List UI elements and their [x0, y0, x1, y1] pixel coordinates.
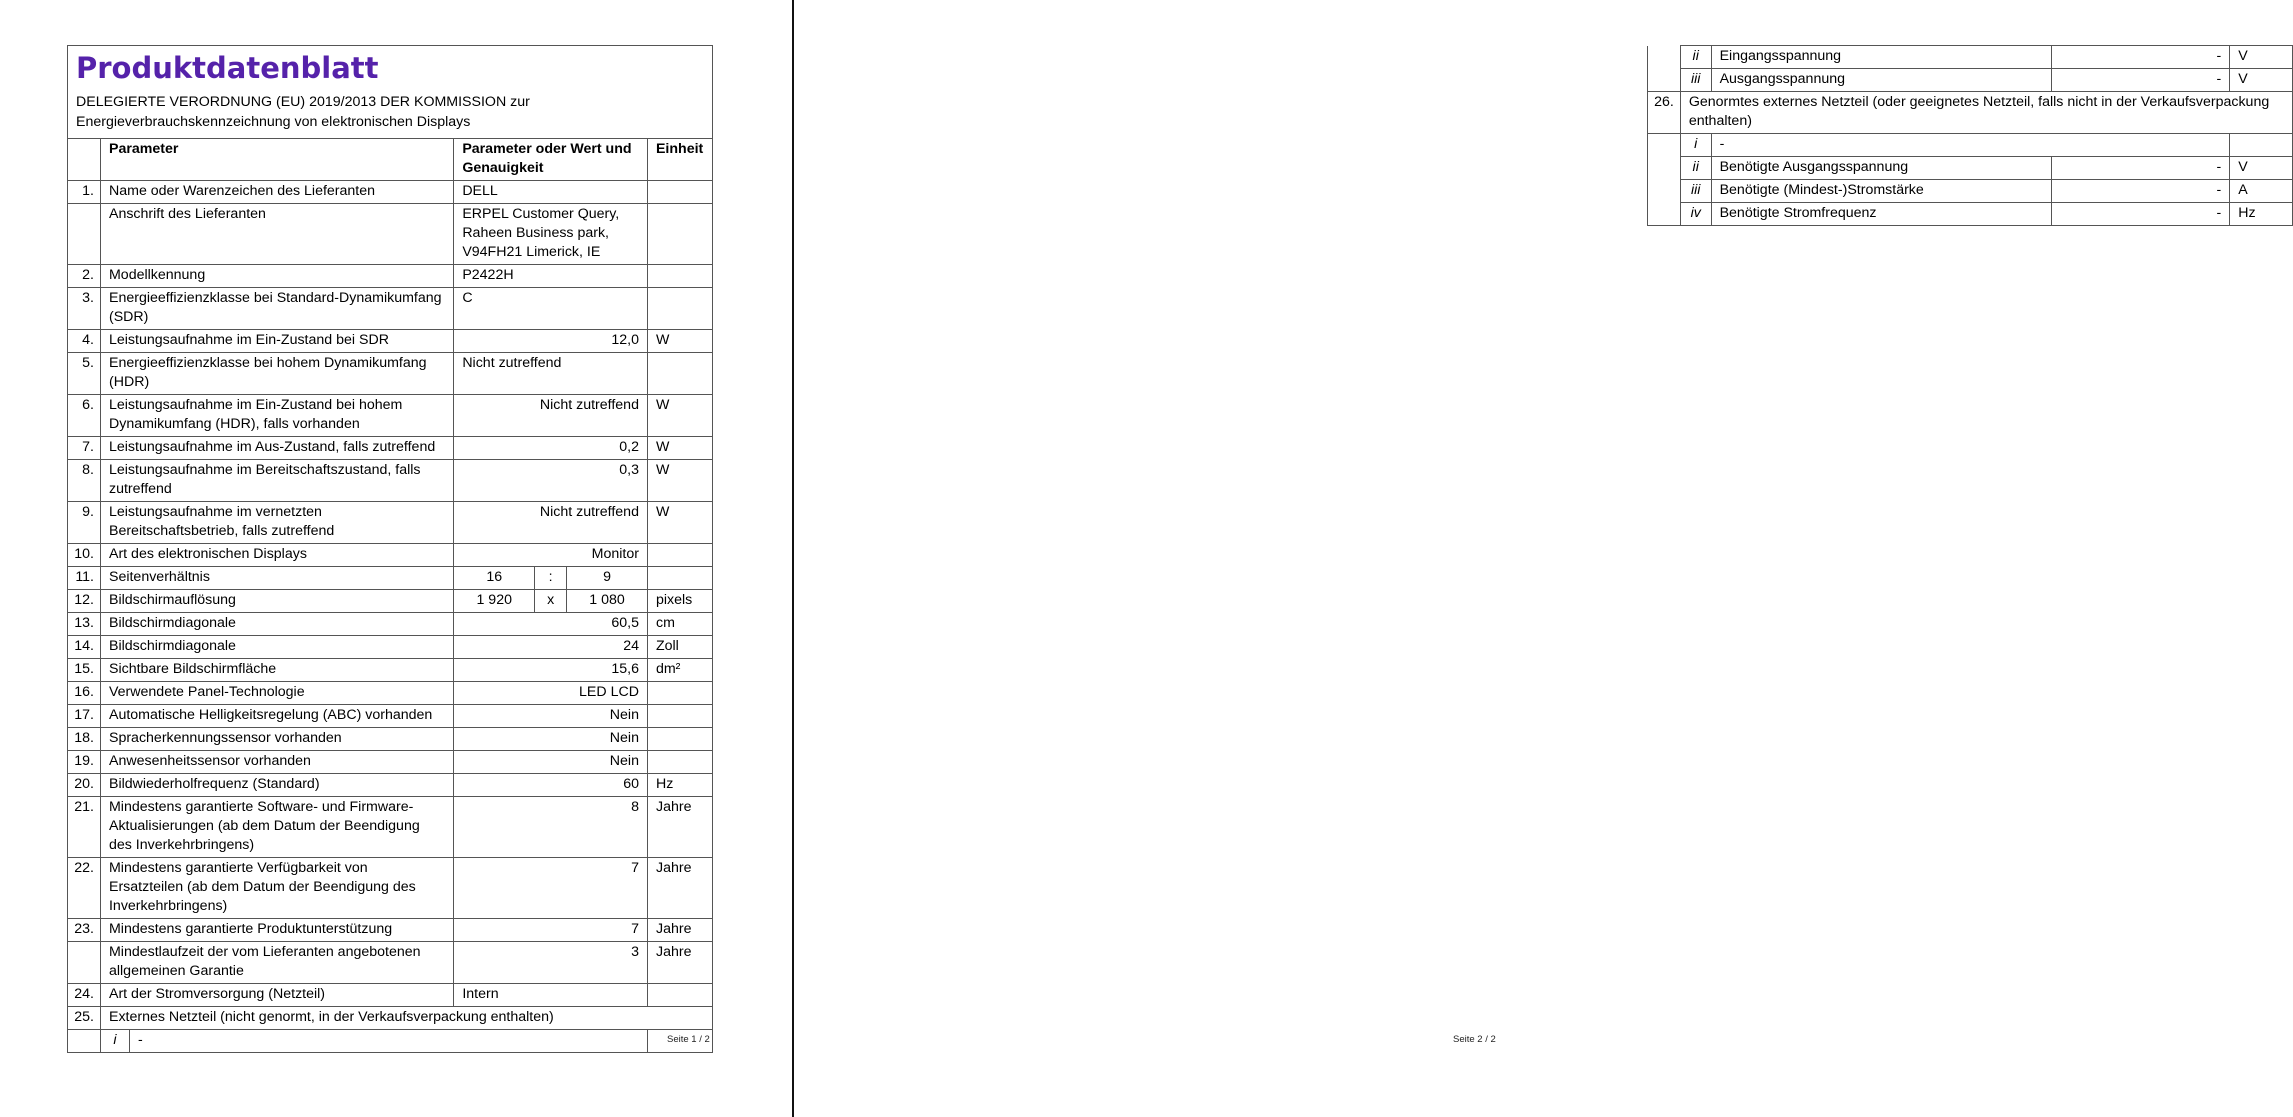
row-number: 13. — [68, 613, 101, 636]
row-number: 1. — [68, 181, 101, 204]
row-number: 8. — [68, 460, 101, 502]
table-row — [1648, 134, 2293, 157]
row-label: Art des elektronischen Displays — [100, 544, 453, 567]
row-label: Leistungsaufnahme im Bereitschaftszustand, falls zutreffend — [100, 460, 453, 502]
row-value: Nicht zutreffend — [454, 395, 648, 437]
row-label: Anschrift des Lieferanten — [100, 204, 453, 265]
table-row — [1648, 203, 2293, 226]
table-row — [68, 659, 713, 682]
row-value: DELL — [454, 181, 648, 204]
row-unit — [647, 353, 712, 395]
row-value: - — [2051, 46, 2229, 69]
row-unit: V — [2230, 46, 2293, 69]
row-number: 25. — [68, 1007, 101, 1030]
row-number: 17. — [68, 705, 101, 728]
table-row — [68, 984, 713, 1007]
table-row — [1648, 69, 2293, 92]
header-parameter: Parameter — [100, 139, 453, 181]
title-row — [68, 46, 713, 139]
row-label: - — [1711, 134, 2230, 157]
row-label: Genormtes externes Netzteil (oder geeignetes Netzteil, falls nicht in der Verkaufsverpackung enthalten) — [1680, 92, 2292, 134]
row-unit — [647, 544, 712, 567]
row-unit: V — [2230, 69, 2293, 92]
header-value: Parameter oder Wert und Genauigkeit — [454, 139, 648, 181]
row-label: Leistungsaufnahme im Aus-Zustand, falls zutreffend — [100, 437, 453, 460]
row-value: 60 — [454, 774, 648, 797]
table-row — [68, 590, 713, 613]
resolution-height: 1 080 — [567, 590, 648, 613]
row-value: - — [2051, 69, 2229, 92]
row-label: Sichtbare Bildschirmfläche — [100, 659, 453, 682]
row-value: Nein — [454, 751, 648, 774]
row-unit — [647, 181, 712, 204]
row-label: Mindestens garantierte Verfügbarkeit von Ersatzteilen (ab dem Datum der Beendigung des Inverkehrbringens) — [100, 858, 453, 919]
row-unit — [647, 204, 712, 265]
row-value: Nein — [454, 705, 648, 728]
row-unit — [647, 984, 712, 1007]
row-label: Bildschirmdiagonale — [100, 613, 453, 636]
row-number: 19. — [68, 751, 101, 774]
row-unit: Jahre — [647, 942, 712, 984]
row-number: 2. — [68, 265, 101, 288]
row-unit: A — [2230, 180, 2293, 203]
row-value: 7 — [454, 858, 648, 919]
row-unit: cm — [647, 613, 712, 636]
row-label: Energieeffizienzklasse bei hohem Dynamikumfang (HDR) — [100, 353, 453, 395]
row-value: 3 — [454, 942, 648, 984]
table-row — [68, 265, 713, 288]
table-row — [68, 502, 713, 544]
row-label: Externes Netzteil (nicht genormt, in der Verkaufsverpackung enthalten) — [100, 1007, 712, 1030]
row-number: 7. — [68, 437, 101, 460]
row-number: 4. — [68, 330, 101, 353]
row-label: Anwesenheitssensor vorhanden — [100, 751, 453, 774]
row-unit: Hz — [647, 774, 712, 797]
row-label: Ausgangsspannung — [1711, 69, 2051, 92]
row-label: Eingangsspannung — [1711, 46, 2051, 69]
row-unit: W — [647, 330, 712, 353]
row-value: ERPEL Customer Query, Raheen Business park, V94FH21 Limerick, IE — [454, 204, 648, 265]
table-row — [68, 797, 713, 858]
row-value: - — [2051, 180, 2229, 203]
row-value: P2422H — [454, 265, 648, 288]
row-label: Verwendete Panel-Technologie — [100, 682, 453, 705]
row-number: 16. — [68, 682, 101, 705]
row-unit — [647, 682, 712, 705]
row-value: - — [2051, 157, 2229, 180]
row-number: 9. — [68, 502, 101, 544]
row-number: 18. — [68, 728, 101, 751]
document-title: Produktdatenblatt — [76, 51, 379, 85]
row-unit: Jahre — [647, 797, 712, 858]
row-number: 12. — [68, 590, 101, 613]
table-row — [68, 636, 713, 659]
row-label: Benötigte Stromfrequenz — [1711, 203, 2051, 226]
row-label: Modellkennung — [100, 265, 453, 288]
row-value: 8 — [454, 797, 648, 858]
row-label: Bildschirmauflösung — [100, 590, 453, 613]
row-number: 21. — [68, 797, 101, 858]
row-unit — [647, 567, 712, 590]
header-row — [68, 139, 713, 181]
row-value: 0,2 — [454, 437, 648, 460]
row-label: Name oder Warenzeichen des Lieferanten — [100, 181, 453, 204]
row-value: 60,5 — [454, 613, 648, 636]
row-label: Benötigte Ausgangsspannung — [1711, 157, 2051, 180]
page-1 — [0, 0, 792, 1117]
aspect-width: 16 — [454, 567, 535, 590]
resolution-separator: x — [535, 590, 567, 613]
document-subtitle: DELEGIERTE VERORDNUNG (EU) 2019/2013 DER KOMMISSION zur Energieverbrauchskennzeichnung von elektronischen Displays — [76, 94, 530, 130]
table-row — [68, 942, 713, 984]
row-number: 11. — [68, 567, 101, 590]
table-row — [1648, 92, 2293, 134]
row-number: 20. — [68, 774, 101, 797]
row-unit: Hz — [2230, 203, 2293, 226]
table-row — [68, 288, 713, 330]
row-number: 5. — [68, 353, 101, 395]
row-unit — [647, 728, 712, 751]
sub-index: ii — [1680, 46, 1711, 69]
row-label: Spracherkennungssensor vorhanden — [100, 728, 453, 751]
row-unit: V — [2230, 157, 2293, 180]
row-value: 0,3 — [454, 460, 648, 502]
sub-index: i — [101, 1030, 130, 1052]
row-label: Seitenverhältnis — [100, 567, 453, 590]
row-number: 24. — [68, 984, 101, 1007]
row-label: Automatische Helligkeitsregelung (ABC) vorhanden — [100, 705, 453, 728]
table-row — [68, 330, 713, 353]
row-label: Bildschirmdiagonale — [100, 636, 453, 659]
row-unit: W — [647, 460, 712, 502]
row-unit: W — [647, 502, 712, 544]
table-row — [68, 204, 713, 265]
row-value: Intern — [454, 984, 648, 1007]
row-number: 14. — [68, 636, 101, 659]
row-label: Leistungsaufnahme im Ein-Zustand bei SDR — [100, 330, 453, 353]
header-unit: Einheit — [647, 139, 712, 181]
table-row — [1648, 180, 2293, 203]
row-label: Mindestens garantierte Software- und Firmware-Aktualisierungen (ab dem Datum der Beendigung des Inverkehrbringens) — [100, 797, 453, 858]
table-row — [68, 544, 713, 567]
table-row — [68, 460, 713, 502]
table-row — [68, 437, 713, 460]
row-label: Mindestlaufzeit der vom Lieferanten angebotenen allgemeinen Garantie — [100, 942, 453, 984]
row-label: Art der Stromversorgung (Netzteil) — [100, 984, 453, 1007]
row-value: 12,0 — [454, 330, 648, 353]
row-value: - — [2051, 203, 2229, 226]
table-row — [68, 774, 713, 797]
table-row — [68, 858, 713, 919]
row-unit — [647, 705, 712, 728]
row-value: Nein — [454, 728, 648, 751]
sub-index: iv — [1680, 203, 1711, 226]
row-number: 22. — [68, 858, 101, 919]
row-number: 10. — [68, 544, 101, 567]
row-value: Monitor — [454, 544, 648, 567]
table-row — [68, 567, 713, 590]
row-unit: Jahre — [647, 919, 712, 942]
row-value: Nicht zutreffend — [454, 353, 648, 395]
row-label: Leistungsaufnahme im vernetzten Bereitschaftsbetrieb, falls zutreffend — [100, 502, 453, 544]
table-row — [1648, 157, 2293, 180]
table-row — [68, 705, 713, 728]
table-row — [68, 613, 713, 636]
table-row — [68, 751, 713, 774]
row-value: Nicht zutreffend — [454, 502, 648, 544]
table-row — [68, 1030, 713, 1053]
table-row — [68, 353, 713, 395]
row-unit: pixels — [647, 590, 712, 613]
page-number: Seite 2 / 2 — [1453, 1034, 1496, 1045]
table-row — [68, 181, 713, 204]
table-row — [68, 682, 713, 705]
row-value: 15,6 — [454, 659, 648, 682]
aspect-separator: : — [535, 567, 567, 590]
product-data-table-continued — [1647, 45, 2293, 226]
page-2 — [794, 0, 2270, 1117]
table-row — [68, 1007, 713, 1030]
row-number: 6. — [68, 395, 101, 437]
row-label: Energieeffizienzklasse bei Standard-Dynamikumfang (SDR) — [100, 288, 453, 330]
row-unit — [647, 265, 712, 288]
row-unit: W — [647, 395, 712, 437]
row-number: 3. — [68, 288, 101, 330]
row-unit — [647, 288, 712, 330]
sub-index: i — [1680, 134, 1711, 157]
row-value: 24 — [454, 636, 648, 659]
sub-index: iii — [1680, 180, 1711, 203]
row-label: Mindestens garantierte Produktunterstützung — [100, 919, 453, 942]
row-unit: W — [647, 437, 712, 460]
sub-label: - — [137, 1032, 143, 1048]
table-row — [1648, 46, 2293, 69]
row-number — [68, 204, 101, 265]
aspect-height: 9 — [567, 567, 648, 590]
row-label: Leistungsaufnahme im Ein-Zustand bei hohem Dynamikumfang (HDR), falls vorhanden — [100, 395, 453, 437]
row-unit: Jahre — [647, 858, 712, 919]
row-number: 26. — [1648, 92, 1681, 134]
row-value: C — [454, 288, 648, 330]
row-number — [68, 942, 101, 984]
resolution-width: 1 920 — [454, 590, 535, 613]
row-label: Bildwiederholfrequenz (Standard) — [100, 774, 453, 797]
row-unit — [647, 751, 712, 774]
product-data-table — [67, 45, 713, 1053]
table-row — [68, 395, 713, 437]
row-number: 23. — [68, 919, 101, 942]
row-number: 15. — [68, 659, 101, 682]
row-value: LED LCD — [454, 682, 648, 705]
row-value: 7 — [454, 919, 648, 942]
row-label: Benötigte (Mindest-)Stromstärke — [1711, 180, 2051, 203]
table-row — [68, 919, 713, 942]
table-row — [68, 728, 713, 751]
sub-index: iii — [1680, 69, 1711, 92]
sub-index: ii — [1680, 157, 1711, 180]
row-unit: Zoll — [647, 636, 712, 659]
row-unit: dm² — [647, 659, 712, 682]
page-number: Seite 1 / 2 — [667, 1034, 710, 1045]
